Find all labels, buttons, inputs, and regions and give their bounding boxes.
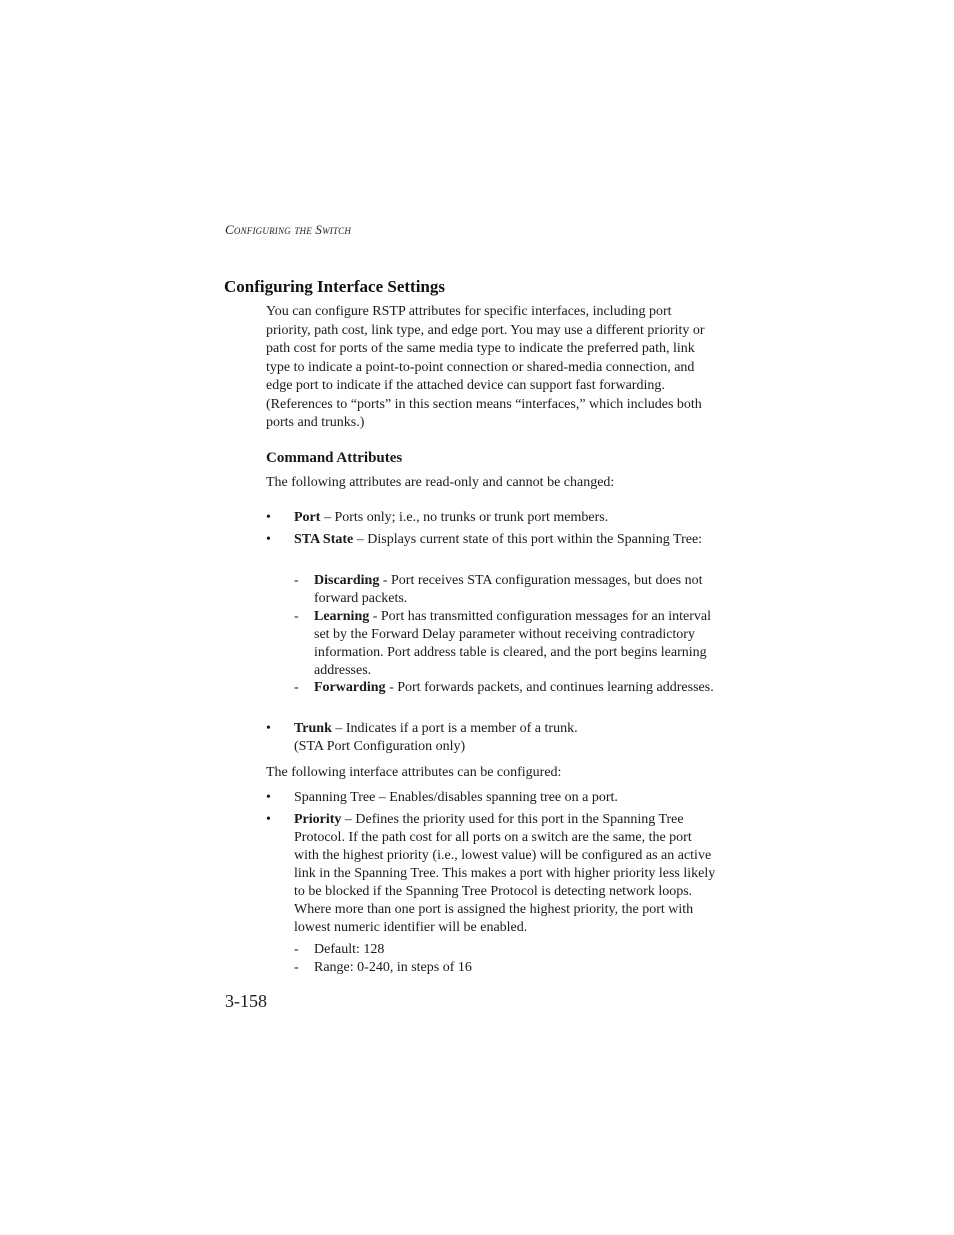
term: Port [294, 510, 321, 525]
list-item [266, 509, 716, 527]
term: Learning [314, 609, 370, 624]
description: – Ports only; i.e., no trunks or trunk port members. [320, 510, 609, 525]
term: Trunk [294, 721, 332, 736]
description: Range: 0-240, in steps of 16 [314, 960, 472, 975]
bullet: • [266, 812, 271, 827]
note: (STA Port Configuration only) [294, 739, 466, 754]
term: Forwarding [314, 680, 386, 695]
list-item [266, 531, 716, 549]
intro-paragraph: You can configure RSTP attributes for specific interfaces, including port priority, path cost, link type, and edge port. You may use a different priority or path cost for ports of the same media type to indicate the preferred path, link type to indicate a point-to-point connection or shared-media connection, and edge port to indicate if the attached device can support fast forwarding. (References to “ports” in this section means “interfaces,” which includes both ports and trunks.) [266, 304, 705, 430]
sub-list-item [294, 959, 716, 977]
readonly-intro: The following attributes are read-only and cannot be changed: [266, 475, 615, 490]
dash: - [294, 573, 299, 588]
bullet: • [266, 532, 271, 547]
description: Spanning Tree – Enables/disables spanning tree on a port. [294, 790, 618, 805]
list-item [266, 789, 716, 807]
dash: - [294, 609, 299, 624]
term: Discarding [314, 573, 380, 588]
running-header: Configuring the Switch [225, 222, 352, 237]
list-item [266, 811, 716, 937]
list-item [266, 720, 716, 756]
description: – Displays current state of this port within the Spanning Tree: [353, 532, 703, 547]
page-number: 3-158 [225, 991, 267, 1011]
dash: - [294, 680, 299, 695]
term: STA State [294, 532, 354, 547]
dash: - [294, 942, 299, 957]
description: Default: 128 [314, 942, 385, 957]
description: - Port forwards packets, and continues learning addresses. [385, 680, 714, 695]
configurable-intro: The following interface attributes can be configured: [266, 765, 562, 780]
bullet: • [266, 790, 271, 805]
sub-list-item [294, 572, 716, 608]
sub-list-item [294, 679, 716, 697]
command-attributes-heading: Command Attributes [266, 450, 403, 466]
bullet: • [266, 510, 271, 525]
description: - Port has transmitted configuration messages for an interval set by the Forward Delay parameter without receiving contradictory information. Port address table is cleared, and the port begins learning addresses. [314, 609, 711, 678]
section-title: Configuring Interface Settings [224, 277, 445, 296]
sub-list-item [294, 941, 716, 959]
sub-list-item [294, 608, 716, 680]
description: – Indicates if a port is a member of a trunk. [331, 721, 578, 736]
term: Priority [294, 812, 342, 827]
description: – Defines the priority used for this port in the Spanning Tree Protocol. If the path cost for all ports on a switch are the same, the port with the highest priority (i.e., lowest value) will be configured as an active link in the Spanning Tree. This makes a port with higher priority less likely to be blocked if the Spanning Tree Protocol is detecting network loops. Where more than one port is assigned the highest priority, the port with lowest numeric identifier will be enabled. [294, 812, 716, 935]
dash: - [294, 960, 299, 975]
description: - Port receives STA configuration messages, but does not forward packets. [314, 573, 703, 606]
bullet: • [266, 721, 271, 736]
